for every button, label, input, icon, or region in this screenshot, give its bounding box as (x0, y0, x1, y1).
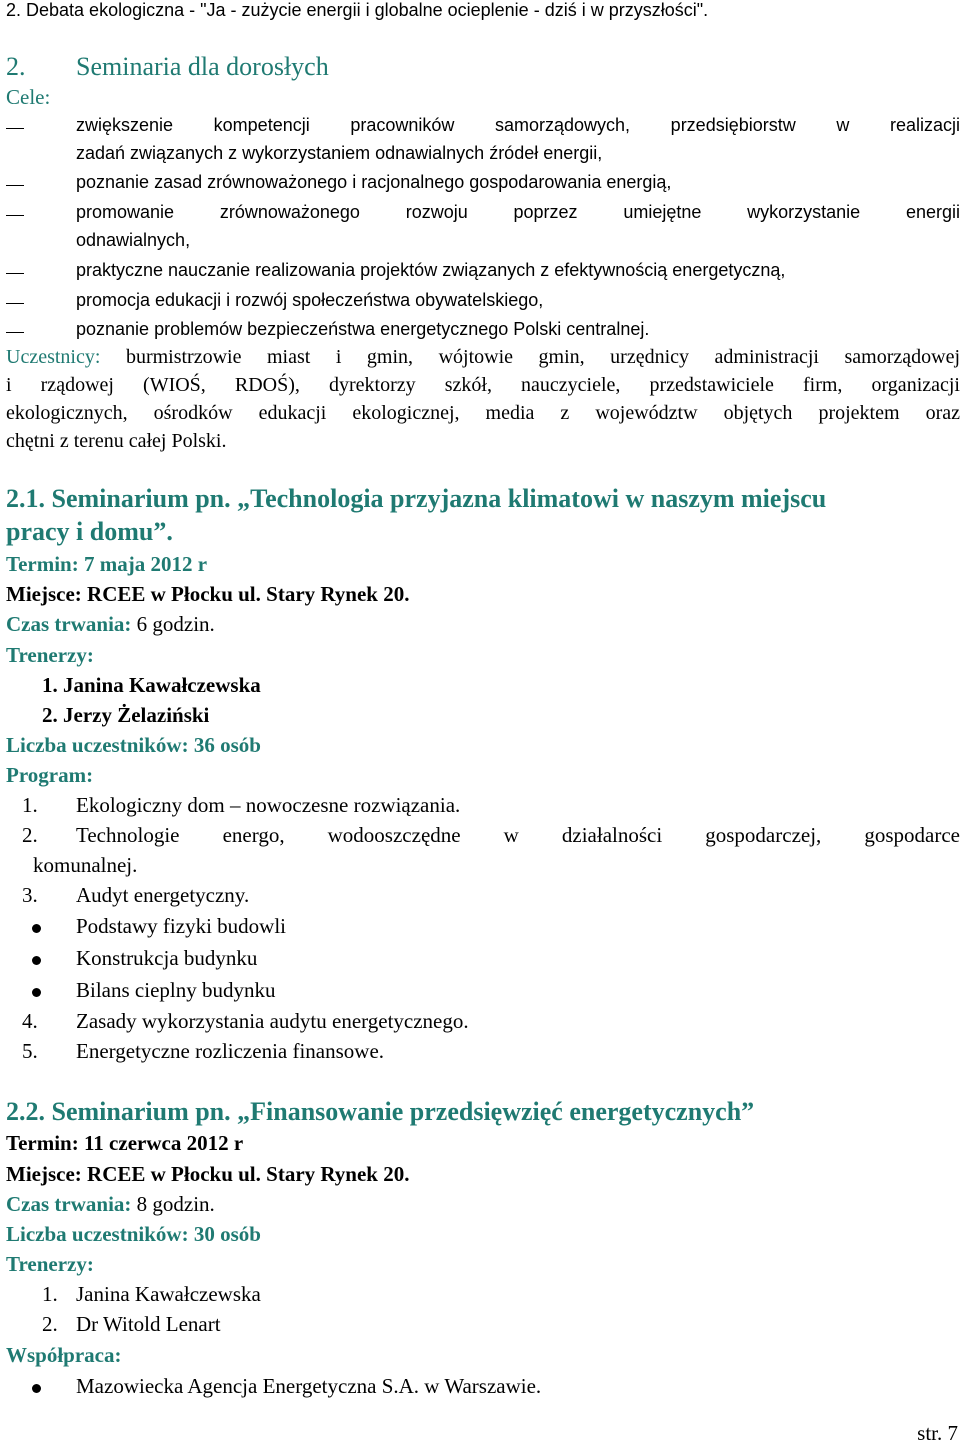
debate-line: 2. Debata ekologiczna - "Ja - zużycie energii i globalne ocieplenie - dziś i w przyszłości". (6, 0, 709, 20)
participants-line-3: ekologicznych, ośrodków edukacji ekologicznej, media z województw objętych projektem oraz (6, 402, 960, 424)
seminar1-heading: 2.1. Seminarium pn. „Technologia przyjazna klimatowi w naszym miejscu (6, 484, 827, 513)
program-number: 4. (22, 1009, 38, 1033)
seminar2-trainers-label: Trenerzy: (6, 1252, 94, 1276)
audit-subitem: Bilans cieplny budynku (76, 978, 276, 1002)
goal-item: poznanie zasad zrównoważonego i racjonalnego gospodarowania energią, (76, 172, 672, 192)
bullet-marker (32, 956, 41, 965)
seminar2-count: Liczba uczestników: 30 osób (6, 1222, 261, 1246)
section-title: Seminaria dla dorosłych (76, 52, 329, 81)
program-number: 1. (22, 793, 38, 817)
bullet-marker (32, 1384, 41, 1393)
trainer-item: 2. Jerzy Żelaziński (42, 703, 210, 727)
trainer-item: 1. Janina Kawałczewska (42, 673, 261, 697)
cooperation-item: Mazowiecka Agencja Energetyczna S.A. w Warszawie. (76, 1374, 542, 1398)
cooperation-label: Współpraca: (6, 1343, 122, 1367)
seminar1-trainers-label: Trenerzy: (6, 643, 94, 667)
dash-marker (6, 273, 24, 274)
participants-line-4: chętni z terenu całej Polski. (6, 430, 227, 452)
seminar1-count: Liczba uczestników: 36 osób (6, 733, 261, 757)
goal-item-cont: zadań związanych z wykorzystaniem odnawialnych źródeł energii, (76, 143, 603, 163)
program-item: Zasady wykorzystania audytu energetycznego. (76, 1009, 469, 1033)
goals-label: Cele: (6, 85, 51, 109)
section-number: 2. (6, 52, 26, 81)
dash-marker (6, 128, 24, 129)
trainer-number: 2. (42, 1312, 58, 1336)
participants-line-2: i rządowej (WIOŚ, RDOŚ), dyrektorzy szkół, nauczyciele, przedstawiciele firm, organizacji (6, 374, 960, 396)
bullet-marker (32, 924, 41, 933)
program-item-cont: komunalnej. (33, 853, 138, 877)
program-item: Ekologiczny dom – nowoczesne rozwiązania. (76, 793, 461, 817)
program-number: 3. (22, 883, 38, 907)
goal-item: promowanie zrównoważonego rozwoju poprzez umiejętne wykorzystanie energii (76, 202, 960, 222)
dash-marker (6, 332, 24, 333)
audit-subitem: Podstawy fizyki budowli (76, 914, 286, 938)
trainer-item: Dr Witold Lenart (76, 1312, 221, 1336)
audit-subitem: Konstrukcja budynku (76, 946, 258, 970)
seminar1-place: Miejsce: RCEE w Płocku ul. Stary Rynek 20. (6, 582, 410, 606)
trainer-number: 1. (42, 1282, 58, 1306)
program-item: Energetyczne rozliczenia finansowe. (76, 1039, 385, 1063)
bullet-marker (32, 988, 41, 997)
page-number: str. 7 (917, 1421, 958, 1445)
program-number: 5. (22, 1039, 38, 1063)
program-number: 2. (22, 823, 38, 847)
trainer-item: Janina Kawałczewska (76, 1282, 261, 1306)
dash-marker (6, 303, 24, 304)
program-item: Technologie energo, wodooszczędne w działalności gospodarczej, gospodarce (76, 823, 960, 847)
seminar1-term: Termin: 7 maja 2012 r (6, 552, 208, 576)
dash-marker (6, 215, 24, 216)
goal-item: praktyczne nauczanie realizowania projektów związanych z efektywnością energetyczną, (76, 260, 786, 280)
seminar2-duration: Czas trwania: 8 godzin. (6, 1192, 215, 1216)
program-label: Program: (6, 763, 94, 787)
seminar2-term: Termin: 11 czerwca 2012 r (6, 1131, 244, 1155)
goal-item: promocja edukacji i rozwój społeczeństwa obywatelskiego, (76, 290, 544, 310)
seminar1-duration: Czas trwania: 6 godzin. (6, 612, 215, 636)
goal-item: zwiększenie kompetencji pracowników samorządowych, przedsiębiorstw w realizacji (76, 115, 960, 135)
dash-marker (6, 185, 24, 186)
seminar2-heading: 2.2. Seminarium pn. „Finansowanie przedsięwzięć energetycznych” (6, 1097, 755, 1126)
participants-label: Uczestnicy: (6, 346, 101, 368)
goal-item: poznanie problemów bezpieczeństwa energetycznego Polski centralnej. (76, 319, 650, 339)
seminar1-heading-cont: pracy i domu”. (6, 517, 173, 546)
goal-item-cont: odnawialnych, (76, 230, 191, 250)
seminar2-place: Miejsce: RCEE w Płocku ul. Stary Rynek 20. (6, 1162, 410, 1186)
participants-line-1: Uczestnicy: burmistrzowie miast i gmin, wójtowie gmin, urzędnicy administracji samorządowej (6, 346, 960, 368)
program-item: Audyt energetyczny. (76, 883, 250, 907)
